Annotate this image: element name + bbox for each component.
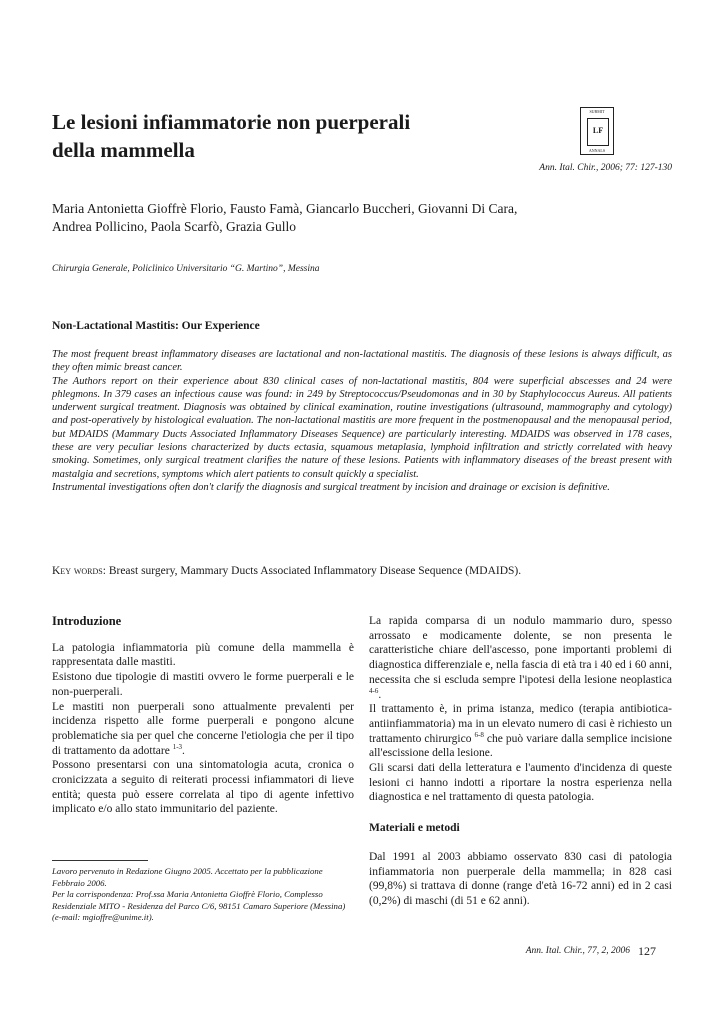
journal-logo-icon [580, 107, 614, 155]
logo-text-top: SUBMIT [589, 109, 605, 114]
abstract-paragraph: Instrumental investigations often don't clarify the diagnosis and surgical treatment by incision and drainage or excision is definitive. [52, 481, 610, 493]
citation-ref: 6-8 [474, 730, 484, 739]
footnote-received: Lavoro pervenuto in Redazione Giugno 2005. Accettato per la pubblicazione Febbraio 2006. [52, 866, 323, 888]
keywords: Key words: Breast surgery, Mammary Ducts Associated Inflammatory Disease Sequence (MDAIDS). [52, 565, 522, 577]
english-title: Non-Lactational Mastitis: Our Experience [52, 320, 260, 332]
body-paragraph: Le mastiti non puerperali sono attualmente prevalenti per incidenza rispetto alle forme puerperali e pongono alcune problematiche sia per quel che concerne l'etiologia che per il tipo di trattamento da adottare $^{1-3}$. [52, 700, 354, 757]
body-text: Le mastiti non puerperali sono attualmente prevalenti per incidenza rispetto alle forme puerperali e pongono alcune problematiche sia per quel che concerne l'etiologia che per il tipo di trattamento da adottare [52, 700, 354, 757]
title-line-2: della mammella [52, 138, 195, 162]
body-paragraph: La rapida comparsa di un nodulo mammario duro, spesso arrossato e modicamente dolente, se non presenta le caratteristiche chiare dell'ascesso, pone importanti problemi di diagnostica differenziale e, nella fascia di età tra i 40 ed i 60 anni, necessita che si escluda sempre l'ipotesi della lesione neoplastica $^{4-6}$. [369, 615, 672, 701]
right-column [369, 614, 672, 909]
footer-journal: Ann. Ital. Chir., 77, 2, 2006 [525, 946, 630, 956]
section-heading-methods: Materiali e metodi [369, 822, 460, 835]
body-paragraph: Esistono due tipologie di mastiti ovvero le forme puerperali e le non-puerperali. [52, 671, 354, 698]
author-list [52, 200, 672, 236]
author-line-2: Andrea Pollicino, Paola Scarfò, Grazia Gullo [52, 219, 297, 234]
body-paragraph: Possono presentarsi con una sintomatologia acuta, cronica o cronicizzata a seguito di reiterati processi infiammatori di lieve entità; questa può essere correlata al tipo di agente infettivo implicato e/o allo stato immunitario del paziente. [52, 759, 354, 816]
footnote-divider [52, 860, 148, 861]
body-paragraph: La patologia infiammatoria più comune della mammella è rappresentata dalle mastiti. [52, 641, 354, 669]
keywords-label: Key words [52, 565, 103, 577]
citation-ref: 1-3 [172, 742, 183, 751]
page-number: 127 [638, 944, 656, 958]
title-line-1: Le lesioni infiammatorie non puerperali [52, 110, 411, 134]
keywords-text: Breast surgery, Mammary Ducts Associated Inflammatory Disease Sequence (MDAIDS). [108, 565, 522, 577]
logo-text-mid: LF [592, 126, 604, 135]
citation-ref: 4-6 [369, 686, 379, 695]
body-text: che può variare dalla semplice incisione all'escissione della lesione. [369, 732, 672, 760]
body-paragraph [369, 702, 672, 761]
logo-text-bottom: ANNALS [588, 148, 606, 153]
article-title [52, 108, 522, 164]
logo-inner-frame [587, 118, 609, 146]
affiliation: Chirurgia Generale, Policlinico Universitario “G. Martino”, Messina [52, 264, 320, 274]
body-paragraph: Dal 1991 al 2003 abbiamo osservato 830 casi di patologia infiammatoria non puerperale della mammella; in 828 casi (99,8%) si trattava di donne (range d'età 16-72 anni) ed in 2 casi (0,2%) di maschi (di 51 e 62 anni). [369, 850, 672, 907]
abstract-paragraph: The most frequent breast inflammatory diseases are lactational and non-lactational mastitis. The diagnosis of these lesions is always difficult, as they often mimic breast cancer. [52, 349, 672, 374]
body-text: Il trattamento è, in prima istanza, medico (terapia antibiotica-antiinfiammatoria) ma in un elevato numero di casi è richiesto un trattamento chirurgico [369, 703, 672, 745]
abstract-paragraph: The Authors report on their experience about 830 clinical cases of non-lactational mastitis, 804 were superficial abscesses and 24 were phlegmons. In 379 cases an infectious cause was found: in 249 by Streptococcus/Pseudomonas and in 30 by Staphylococcus Aureus. All patients underwent surgical treatment. Diagnosis was obtained by clinical examination, routine investigations (ultrasound, mammography and cytology) and post-operatively by histological evaluation. The non-lactational mastitis are more frequent in the postmenopausal and the menopausal period, but MDAIDS (Mammary Ducts Associated Inflammatory Diseases Sequence) are particularly interesting. MDAIDS was observed in 178 cases, these are very peculiar lesions characterized by ducts ectasia, squamous metaplasia, lymphoid infiltration and strictly correlated with heavy smoking. Sometimes, only surgical treatment clarifies the nature of these lesions. Patients with inflammatory diseases of the breast present with mastalgia and secretions, symptoms which alert patients to consult quickly a specialist. [52, 375, 672, 480]
body-text: La rapida comparsa di un nodulo mammario duro, spesso arrossato e modicamente dolente, se non presenta le caratteristiche chiare dell'ascesso, pone importanti problemi di diagnostica differenziale e, nella fascia di età tra i 40 ed i 60 anni, necessita che si escluda sempre l'ipotesi della lesione neoplastica [369, 615, 672, 686]
footnote-correspondence: Per la corrispondenza: Prof.ssa Maria Antonietta Gioffrè Florio, Complesso Residenziale MITO - Residenza del Parco C/6, 98151 Camaro Superiore (Messina) (e-mail: mgioffre@unime.it). [52, 889, 346, 923]
section-heading-introduction: Introduzione [52, 614, 122, 628]
footnote [52, 866, 354, 924]
left-column [52, 614, 354, 817]
journal-citation: Ann. Ital. Chir., 2006; 77: 127-130 [539, 163, 672, 173]
abstract [52, 348, 672, 494]
author-line-1: Maria Antonietta Gioffrè Florio, Fausto Famà, Giancarlo Buccheri, Giovanni Di Cara, [52, 201, 518, 216]
body-paragraph: Gli scarsi dati della letteratura e l'aumento d'incidenza di queste lesioni ci hanno indotti a riportare la nostra esperienza nella diagnostica e nel trattamento di questa patologia. [369, 762, 672, 804]
